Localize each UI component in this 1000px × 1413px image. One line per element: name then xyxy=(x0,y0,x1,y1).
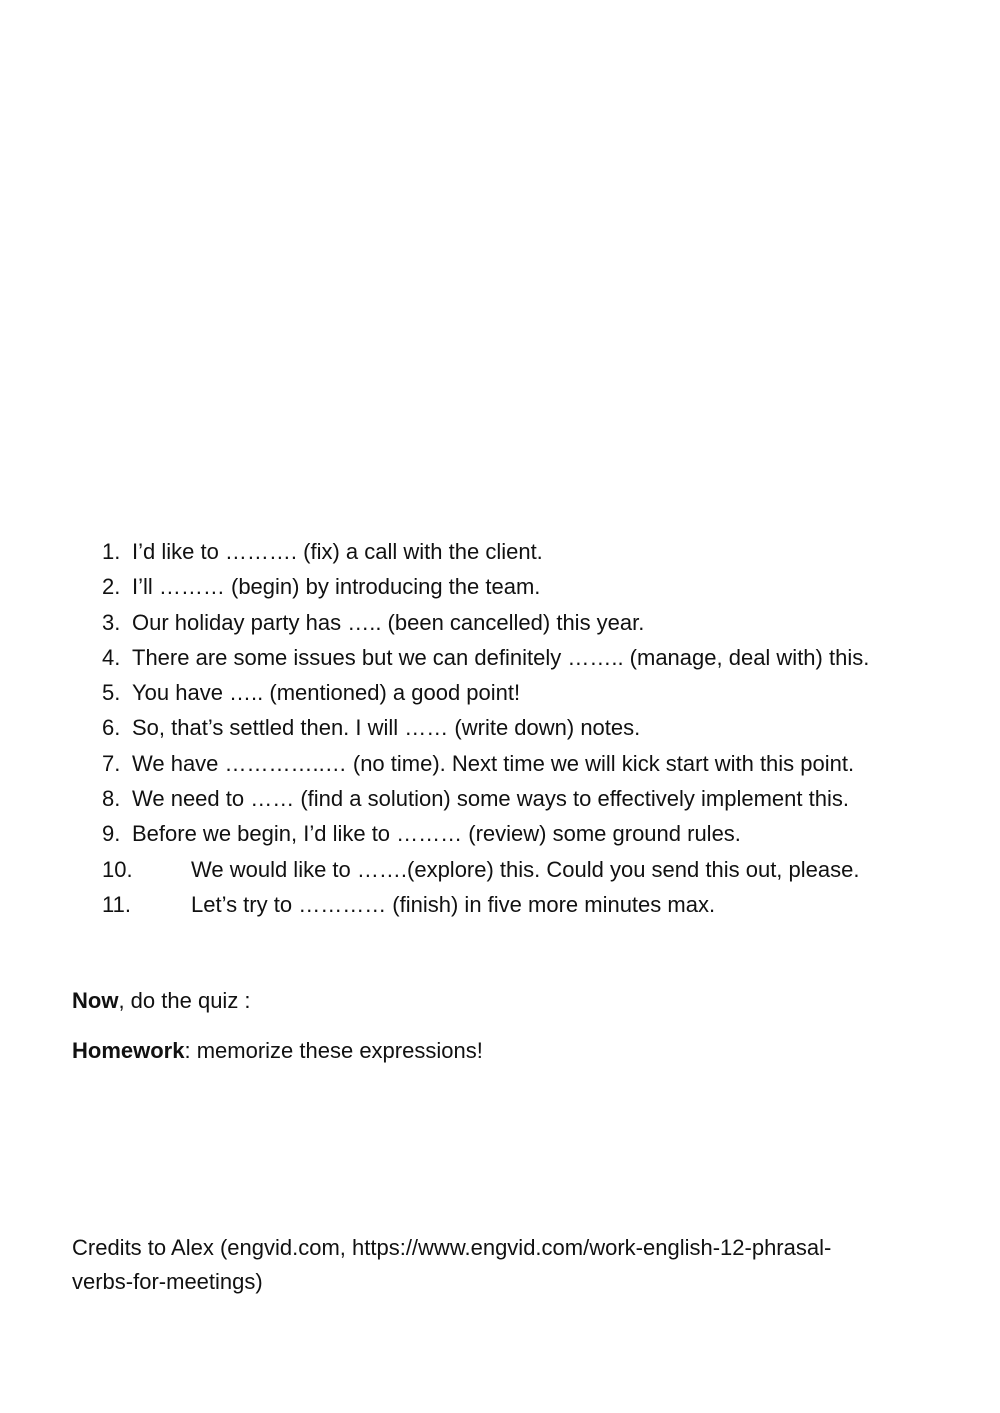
list-item xyxy=(102,605,972,640)
item-text: Let’s try to ………… (finish) in five more minutes max. xyxy=(191,891,716,917)
list-item xyxy=(102,534,972,569)
item-text: We need to …… (find a solution) some ways to effectively implement this. xyxy=(132,786,849,812)
item-text: You have ….. (mentioned) a good point! xyxy=(132,680,521,706)
list-item xyxy=(102,675,972,710)
exercise-list xyxy=(102,534,972,922)
item-number: 8. xyxy=(102,786,121,812)
credits-line-1: Credits to Alex (engvid.com, https://www.engvid.com/work-english-12-phrasal- xyxy=(72,1235,832,1260)
item-number: 2. xyxy=(102,574,121,600)
item-number: 5. xyxy=(102,680,121,706)
now-text: , do the quiz : xyxy=(118,988,251,1013)
item-text: There are some issues but we can definitely …….. (manage, deal with) this. xyxy=(132,644,870,670)
item-number: 6. xyxy=(102,715,121,741)
list-item xyxy=(102,781,972,816)
item-number: 7. xyxy=(102,750,121,776)
now-label: Now xyxy=(72,988,119,1013)
homework-instruction xyxy=(72,1038,483,1064)
item-text: We would like to …….(explore) this. Could you send this out, please. xyxy=(191,856,860,882)
list-item xyxy=(102,710,972,745)
now-instruction xyxy=(72,988,251,1014)
item-number: 9. xyxy=(102,821,121,847)
list-item xyxy=(102,569,972,604)
item-text: I’d like to ………. (fix) a call with the client. xyxy=(132,539,543,564)
item-number: 1. xyxy=(102,539,121,564)
homework-text: : memorize these expressions! xyxy=(184,1038,483,1063)
item-text: Before we begin, I’d like to ……… (review) some ground rules. xyxy=(132,821,741,847)
list-item xyxy=(102,852,972,887)
item-number: 4. xyxy=(102,644,121,670)
list-item xyxy=(102,640,972,675)
item-text: So, that’s settled then. I will …… (write down) notes. xyxy=(132,715,641,741)
item-number: 11. xyxy=(102,891,131,917)
list-item xyxy=(102,816,972,851)
homework-label: Homework xyxy=(72,1038,185,1063)
list-item xyxy=(102,746,972,781)
credits xyxy=(72,1231,952,1299)
item-number: 3. xyxy=(102,609,121,635)
credits-line-2: verbs-for-meetings) xyxy=(72,1269,263,1294)
item-text: I’ll ……… (begin) by introducing the team. xyxy=(132,574,541,600)
item-text: We have …………..… (no time). Next time we will kick start with this point. xyxy=(132,750,855,776)
list-item xyxy=(102,887,972,922)
item-text: Our holiday party has ….. (been cancelled) this year. xyxy=(132,609,645,635)
item-number: 10. xyxy=(102,856,133,882)
